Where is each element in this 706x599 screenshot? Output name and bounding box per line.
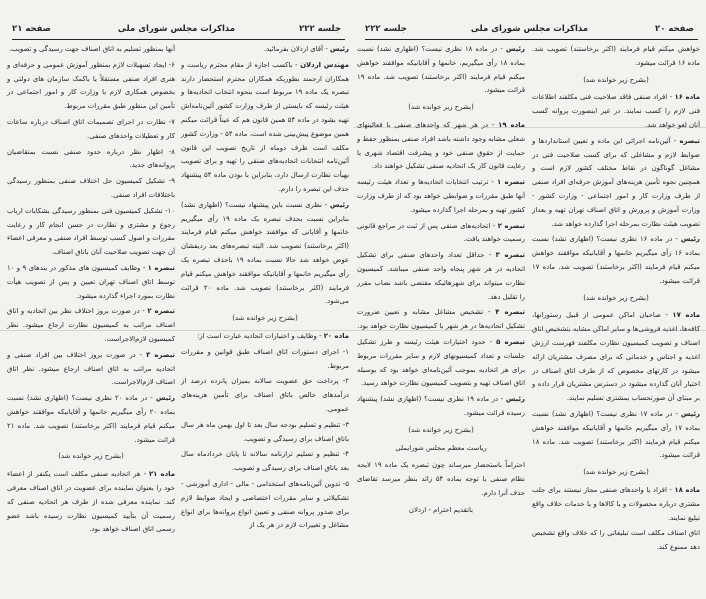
paragraph [532,309,700,406]
paragraph-lead: تبصره [679,136,700,145]
paragraph-text: خواهش میکنم قیام فرمایند (اکثر برخاستند) تصویب شد. ماده ۱۶ قرائت میشود. [532,45,700,67]
paragraph [181,330,349,344]
paragraph-lead: رئیس [329,45,349,53]
paragraph-lead: ماده ۱۶ [674,93,700,102]
paragraph-text: - اتحادیه‌های صنفی پس از ثبت در مراجع قانونی رسمیت خواهند یافت. [357,221,525,244]
paragraph-lead: ماده ۲۰ [323,331,349,340]
paragraph [357,220,525,248]
centered-note [181,312,349,326]
paragraph-text: - وظایف و اختیارات اتحادیه عبارت است از: [197,331,324,340]
text-column-left [357,43,525,522]
paragraph [181,375,349,416]
paragraph-lead: تبصره ۲ [147,307,175,316]
paragraph [532,233,700,288]
page-header [361,24,698,38]
paragraph-text: باتقدیم احترام - اردلان [408,505,474,514]
paragraph-text: - هر اتحادیه صنفی مکلف است یکنفر از اعضاء خود را بعنوان نماینده برای عضویت در اتاق اصناف معرفی کند. نماینده معرفی شده از طرف هر اتحادیه صنفی که رسمیت آن بتأیید کمیسیون نظارت رسیده باشد عضو رسمی اتاق اصناف خواهد بود. [7,470,175,534]
paragraph [532,527,700,555]
paragraph-text: - صاحبان اماکن عمومی از قبیل رستورانها، کافه‌ها، اغذیه فروشی‌ها و سایر اماکن مشابه بتشخیص اتاق اصناف و تصویب کمیسیون نظارت مکلفند فهرست ارزش اغذیه و اجناس و خدماتی که برای مصرف مشتریان ارائه میشود در کارتهای مخصوص که از طرف اتاق اصناف در اختیار آنان گذارده میشود در دسترس مشتریان قرار داده و بر مبنای آن صورتحساب بمشتری تسلیم نمایند. [532,311,700,403]
paragraph-text: - در ماده ۲۰ نظری نیست؟ (اظهاری نشد) نسبت بماده ۲۰ رأی میگیریم خانمها و آقایانیکه موافقند خواهش میکنم قیام فرمایند (اکثر برخاستند) تصویب شد. ماده ۲۱ قرائت میشود. [7,394,175,444]
centered-note [532,74,700,88]
paragraph-text: (بشرح زیر خوانده شد) [583,293,649,302]
paragraph [7,205,175,260]
paragraph [357,249,525,304]
paragraph-lead: تبصره ۴ [495,308,525,317]
paragraph [532,135,700,232]
paragraph-text: ۹- تشکیل کمیسیون حل اختلاف صنفی بمنظور رسیدگی باختلافات افراد صنفی. [7,177,175,199]
centered-note [357,424,525,438]
paragraph [357,336,525,391]
paragraph [181,448,349,476]
centered-note [532,292,700,306]
paragraph [357,176,525,217]
paragraph-text: احتراماً باستحضار میرساند چون تبصره یک ماده ۱۹ لایحه نظام صنفی با توجه بماده ۵۴ زائد بنظر میرسد تقاضای حذف آنرا دارم. [357,461,525,497]
paragraph [7,43,175,57]
paragraph-lead: ماده ۱۸ [674,485,700,494]
scan-artifact-line [0,330,706,331]
paragraph-text: ۳- تنظیم و تسلیم بودجه سال بعد تا اول بهمن ماه هر سال باتاق اصناف برای رسیدگی و تصویب. [181,420,349,443]
paragraph [7,392,175,447]
paragraph-lead: تبصره ۲ [497,221,525,230]
paragraph [7,175,175,203]
paragraph-lead: مهندس اردلان [300,60,349,69]
centered-note [357,442,525,456]
paragraph-text: (بشرح زیر خوانده شد) [58,452,124,461]
paragraph [7,116,175,144]
paragraph [181,346,349,374]
centered-note [357,504,525,518]
session-number: جلسه ۲۲۲ [365,24,407,34]
paragraph-text: ۱- اجرای دستورات اتاق اصناف طبق قوانین و مقررات مربوط. [181,347,349,370]
paragraph [532,43,700,71]
paragraph-text: - افراد صنفی فاقد صلاحیت فنی مکلفند اطلاعات فنی لازم را کسب نمایند. در غیر اینصورت پروانه کسب آنان لغو خواهد شد. [532,93,700,129]
paragraph-text: (بشرح زیر خوانده شد) [583,75,649,84]
paragraph-text: - وظایف کمیسیون های مذکور در بندهای ۹ و ۱۰ توسط اتاق اصناف تهران تعیین و پس از تصویب هیأت نظارت بمورد اجراء گذارده میشود. [7,263,175,300]
paragraph-lead: رئیس [505,395,525,404]
paragraph-text: - در هر شهر که واحدهای صنفی با فعالیتهای شغلی مشابه وجود داشته باشد افراد صنفی بمنظور حفظ و حمایت از حقوق صنفی خود و پیشرفت اقتصاد شهری با رعایت قانون کار یک اتحادیه صنفی تشکیل خواهند داد. [357,120,525,171]
paragraph [181,419,349,447]
paragraph-text: آنها بمنظور تسلیم به اتاق اصناف جهت رسیدگی و تصویب. [8,45,175,53]
paragraph-lead: ماده ۱۷ [672,311,701,320]
paragraph-text: - در ماده ۱۷ نظری نیست؟ (اظهاری نشد) نسبت بماده ۱۷ رأی میگیریم خانمها و آقایانیکه موافقند خواهش میکنم قیام فرمایند (اکثر برخاستند) تصویب شد. ماده ۱۸ قرائت میشود. [532,409,700,460]
text-column-left [7,43,175,539]
scan-artifact-line [353,127,706,128]
paragraph [532,484,700,525]
page-header [8,24,345,38]
centered-note [532,466,700,480]
paragraph-text: اتاق اصناف مکلف است تبلیغاتی را که خلاف واقع تشخیص دهد ممنوع کند. [532,529,700,552]
paragraph-lead: رئیس [505,45,525,53]
paragraph-lead: رئیس [155,394,175,403]
paragraph-text: - حداقل تعداد واحدهای صنفی برای تشکیل اتحادیه در هر شهر پنجاه واحد صنفی میباشد. کمیسیون نظارت میتواند برای شهرهائیکه مقتضی باشد نصاب مقرر را تقلیل دهد. [357,251,525,301]
paragraph-lead: تبصره ۳ [146,350,175,359]
paragraph-text: - آقای اردلان بفرمائید. [263,45,330,53]
paragraph-text: (بشرح زیر خوانده شد) [408,425,474,434]
paragraph [7,305,175,346]
paragraph [7,59,175,114]
paragraph-text: (بشرح زیر خوانده شد) [232,314,298,323]
paragraph-lead: ماده ۲۱ [148,470,175,479]
paragraph-text: - ترتیب انتخابات اتحادیه‌ها و تعداد هیئت رئیسه آنها طبق مقررات و ضوابطی خواهد بود که از طرف وزارت کشور تهیه و بمرحله اجرا گذارده میشود. [357,178,525,214]
paragraph [181,43,349,57]
paragraph [7,262,175,303]
paragraph-text: - حدود اختیارات هیئت رئیسه و طرز تشکیل جلسات و تعداد کمیسیونهای لازم و سایر مقررات مربوط برای هر اتحادیه بموجب آئین‌نامه‌ای خواهد بود که بوسیله اتاق اصناف تهیه و بتصویب کمیسیون نظارت خواهد رسید. [357,337,525,388]
paragraph-lead: رئیس [680,409,700,418]
paragraph [7,468,175,537]
paragraph [181,59,349,197]
paragraph-lead: تبصره ۳ [495,251,525,260]
paragraph-lead: رئیس [680,235,700,244]
paragraph [357,393,525,421]
paragraph-text: ۶- ایجاد تسهیلات لازم بمنظور آموزش عمومی و حرفه‌ای و هنری افراد صنفی مستقلاً یا باکمک سازمان های دولتی و بخصوص همکاری لازم با وزارت کار و امور اجتماعی در تأمین این منظور طبق مقررات مربوط. [7,60,175,111]
paragraph-text: ۵- تدوین آئین‌نامه‌های استخدامی - مالی - اداری آموزشی - تشکیلاتی و سایر مقررات اختصاصی و ایجاد ضوابط لازم برای صدور پروانه صنفی و تعیین انواع پروانه‌ها برای انواع مشاغل و تغییرات لازم در هر یک از [181,479,349,530]
paragraph-text: ۴- تنظیم و تسلیم ترازنامه سالانه تا پایان خردادماه سال بعد باتاق اصناف برای رسیدگی و تصویب. [181,450,349,473]
paragraph [532,408,700,463]
page-number: صفحه ۲۰ [655,24,694,34]
paragraph-text: (بشرح زیر خوانده شد) [583,468,649,477]
paragraph [357,459,525,500]
page-number: صفحه ۲۱ [12,24,51,34]
paragraph-lead: تبصره ۱ [147,263,175,272]
paragraph-text: - باکسب اجازه از مقام محترم ریاست و همکاران ارجمند بطوریکه همکاران محترم استحضار دارند تبصره یک ماده ۱۹ مربوط است بنحوه انتخاب اتحادیه‌ها و هیئت رئیسه که بایستی از طرف وزارت کشور آئین‌نامه‌اش تهیه بشود در ماده ۵۴ همین قانون هم که عیناً قرائت میکنم همین موضوع پیش‌بینی شده است، ماده ۵۴ - وزارت کشور مکلف است ظرف دوماه از تاریخ تصویب این قانون آئین‌نامه انتخابات اتحادیه‌های صنفی را تهیه و برای تصویب بهیأت نظارت ارسال دارد، بنابراین با بودن ماده ۵۴ پیشنهاد حذف این تبصره را دارم. [181,60,350,193]
paragraph-text: - در صورت بروز اختلاف بین افراد صنفی و اتحادیه مراتب به اتاق اصناف ارجاع میشود. نظر اتاق اصناف لازم‌الاجراست. [7,350,175,387]
paragraph-text: - آئین‌نامه اجرائی این ماده و تعیین استانداردها و ضوابط لازم و مشاغلی که برای کسب صلاحیت فنی در مشاغل گوناگون در نقاط مختلف کشور لازم است و همچنین نحوه تأمین هزینه‌های آموزش حرفه‌ای افراد صنفی از طرف وزارت کار و امور اجتماعی - وزارت کشور - وزارت آموزش و پرورش و اتاق اصناف تهران تهیه و بعداز تصویب هیئت نظارت بمرحله اجرا گذارده خواهد شد. [532,136,700,228]
paragraph-text: - در ماده ۱۸ نظری نیست؟ (اظهاری نشد) نسبت بماده ۱۸ رأی میگیریم، خانمها و آقایانیکه موافقند خواهش میکنم قیام فرمایند (اکثر برخاستند) تصویب شد. ماده ۱۹ قرائت میشود. [357,45,525,95]
paragraph [181,199,349,309]
paragraph-lead: ماده ۱۹ [498,120,526,129]
paragraph-text: ۷- نظارت در اجرای تصمیمات اتاق اصناف درباره ساعات کار و تعطیلات واحدهای صنفی. [7,117,175,140]
paragraph-lead: تبصره ۱ [496,178,525,187]
paragraph-text: - تشخیص مشاغل مشابه و تعیین ضرورت تشکیل اتحادیه‌ها در هر شهر با کمیسیون نظارت خواهد بود. [357,308,525,331]
paragraph-text: ریاست معظم مجلس شورایملی [395,443,487,452]
text-column-right [532,43,700,557]
running-title: مذاکرات مجلس شورای ملی [117,24,236,34]
paragraph [181,478,349,533]
paragraph-text: ۲- پرداخت حق عضویت سالانه بمیزان پانزده درصد از درآمدهای خالص باتاق اصناف برای تأمین هزینه‌های عمومی. [181,377,349,413]
running-title: مذاکرات مجلس شورای ملی [470,24,589,34]
paragraph-text: - در ماده ۱۹ نظری نیست؟ (اظهاری نشد) پیشنهاد رسیده قرائت میشود. [357,395,525,417]
paragraph-lead: رئیس [329,200,349,209]
paragraph-text: (بشرح زیر خوانده شد) [408,103,474,112]
paragraph-text: ۸- اظهار نظر درباره حدود صنفی نسبت بمتقاضیان پروانه‌های جدید. [7,147,175,170]
paragraph-text: - در صورت بروز اختلاف نظر بین اتحادیه و اتاق اصناف مراتب به کمیسیون نظارت ارجاع میشود. نظر کمیسیون لازم‌الاجراست. [7,307,175,343]
paragraph [7,146,175,174]
paragraph-text: ۱۰- تشکیل کمیسیون فنی بمنظور رسیدگی بشکایات ارباب رجوع و مشتری و نظارت در حسن انجام کار و رعایت مقررات و اصول کسب توسط افراد صنفی و معرفی اعضاء آن جهت تصویب صلاحیت آنان باتاق اصناف. [7,206,175,257]
centered-note [357,101,525,115]
paragraph-text: - در ماده ۱۶ نظری نیست؟ (اظهاری نشد) نسبت بماده ۱۶ رأی میگیریم خانمها و آقایانیکه موافقند خواهش میکنم قیام فرمایند (اکثر برخاستند) تصویب شد. ماده ۱۷ قرائت میشود. [532,235,700,285]
paragraph-text: - افراد یا واحدهای صنفی مجاز نیستند برای جلب مشتری درباره محصولات و یا کالاها و یا خدمات خلاف واقع تبلیغ نمایند. [532,485,700,522]
centered-note [7,450,175,464]
paragraph-text: - نظری نسبت باین پیشنهاد نیست؟ (اظهاری نشد) بنابراین نسبت بحذف تبصره یک ماده ۱۹ رأی میگیریم خانمها و آقایانی که موافقند خواهش میکنم قیام فرمایند (اکثر برخاستند) تصویب شد. البته تبصره‌های بعد ردیفشان عوض خواهد شد حالا نسبت بماده ۱۹ باحذف تبصره یک رأی میگیریم خانمها و آقایانیکه موافقند خواهش میکنم قیام فرمایند (اکثر برخاستند) تصویب شد. ماده ۲۰ قرائت می‌شود. [181,200,350,306]
paragraph-lead: تبصره ۵ [496,337,525,346]
text-column-right [181,43,349,535]
session-number: جلسه ۲۲۲ [299,24,341,34]
header-rule [365,39,698,40]
header-rule [12,39,345,40]
right-page [353,0,706,599]
paragraph [357,43,525,98]
paragraph [7,349,175,390]
